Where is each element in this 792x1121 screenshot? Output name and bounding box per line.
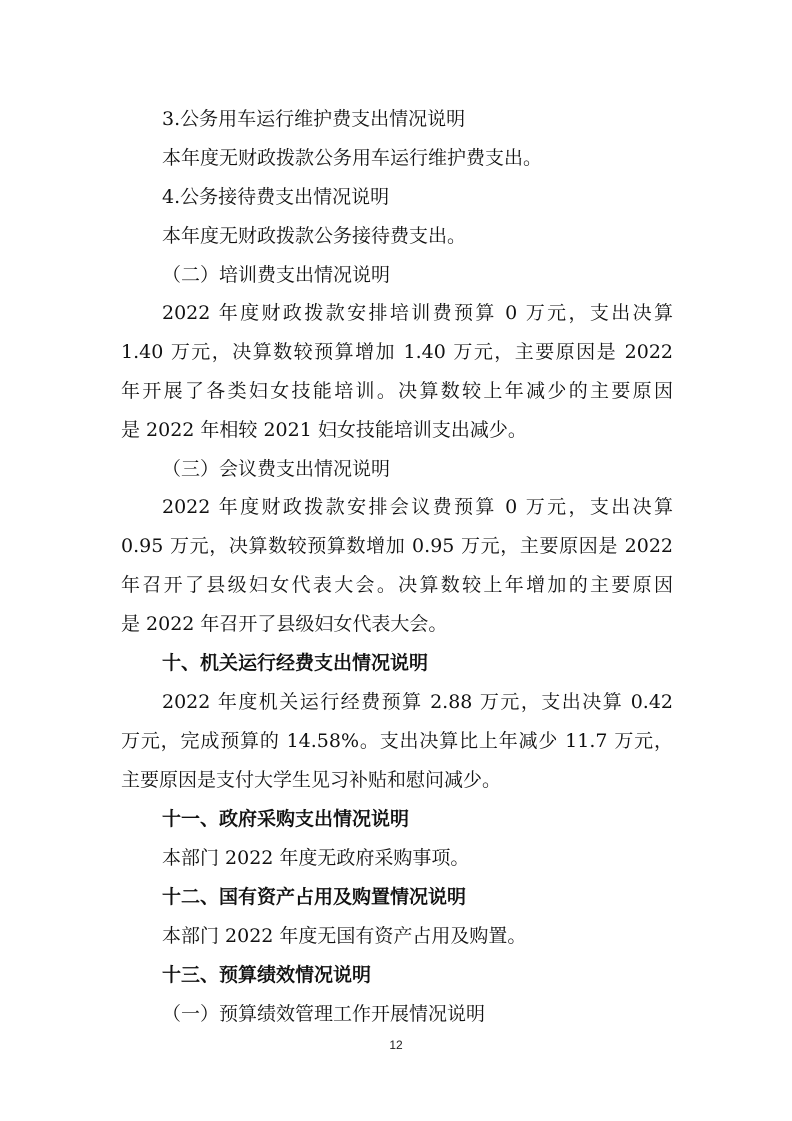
paragraph-procurement: 本部门 2022 年度无政府采购事项。 (162, 847, 470, 869)
paragraph-state-assets: 本部门 2022 年度无国有资产占用及购置。 (162, 925, 527, 947)
section-heading-meetings: （三）会议费支出情况说明 (162, 458, 391, 480)
subsection-heading-reception: 4.公务接待费支出情况说明 (162, 186, 390, 208)
paragraph-meetings-line-4: 是 2022 年召开了县级妇女代表大会。 (121, 613, 448, 635)
subsection-heading-performance-management: （一）预算绩效管理工作开展情况说明 (162, 1003, 486, 1025)
subsection-heading-vehicle-maintenance: 3.公务用车运行维护费支出情况说明 (162, 108, 466, 130)
page-number: 12 (389, 1038, 403, 1052)
paragraph-operating-costs-line-1: 2022 年度机关运行经费预算 2.88 万元，支出决算 0.42 (162, 691, 673, 713)
paragraph-training-line-2: 1.40 万元，决算数较预算增加 1.40 万元，主要原因是 2022 (121, 341, 673, 363)
paragraph-meetings-line-2: 0.95 万元，决算数较预算数增加 0.95 万元，主要原因是 2022 (121, 535, 673, 557)
paragraph-training-line-3: 年开展了各类妇女技能培训。决算数较上年减少的主要原因 (121, 380, 673, 402)
paragraph-training-line-4: 是 2022 年相较 2021 妇女技能培训支出减少。 (121, 419, 527, 441)
paragraph-operating-costs-line-2: 万元，完成预算的 14.58%。支出决算比上年减少 11.7 万元， (121, 730, 673, 752)
section-heading-performance: 十三、预算绩效情况说明 (162, 964, 372, 986)
section-heading-operating-costs: 十、机关运行经费支出情况说明 (162, 652, 429, 674)
paragraph-vehicle-maintenance: 本年度无财政拨款公务用车运行维护费支出。 (162, 147, 543, 169)
paragraph-meetings-line-3: 年召开了县级妇女代表大会。决算数较上年增加的主要原因 (121, 574, 673, 596)
paragraph-meetings-line-1: 2022 年度财政拨款安排会议费预算 0 万元，支出决算 (162, 496, 673, 518)
paragraph-reception: 本年度无财政拨款公务接待费支出。 (162, 225, 467, 247)
paragraph-training-line-1: 2022 年度财政拨款安排培训费预算 0 万元，支出决算 (162, 302, 673, 324)
section-heading-training: （二）培训费支出情况说明 (162, 264, 391, 286)
section-heading-procurement: 十一、政府采购支出情况说明 (162, 808, 410, 830)
paragraph-operating-costs-line-3: 主要原因是支付大学生见习补贴和慰问减少。 (121, 769, 502, 791)
section-heading-state-assets: 十二、国有资产占用及购置情况说明 (162, 886, 467, 908)
